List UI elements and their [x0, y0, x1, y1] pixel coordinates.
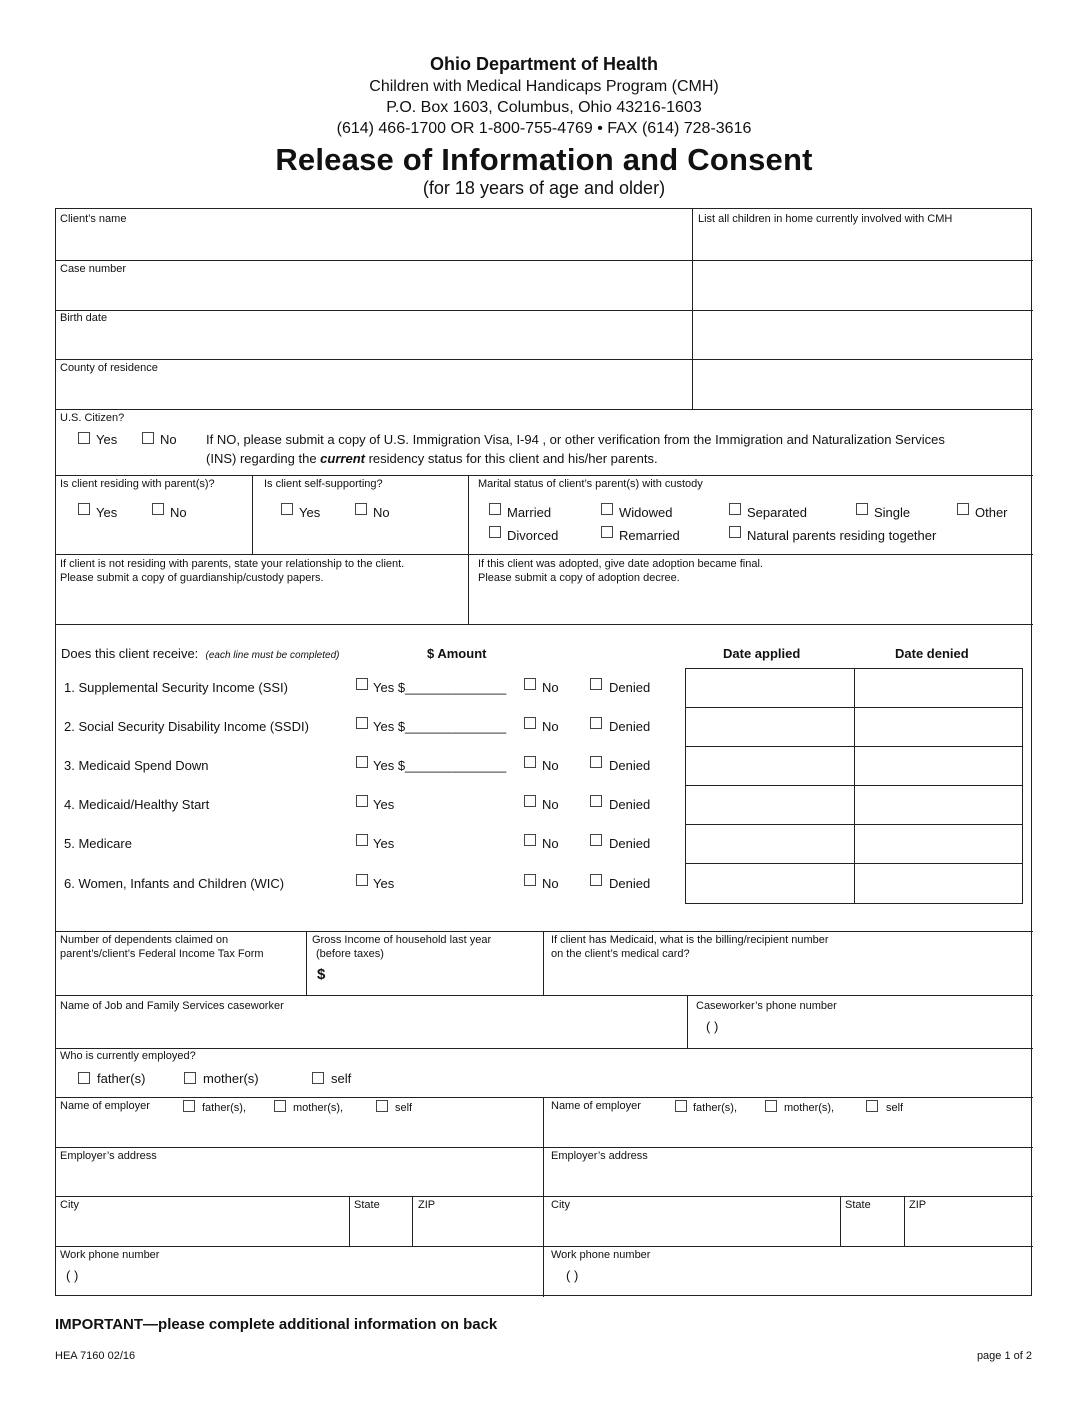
ssi-denied-label: Denied [609, 680, 651, 695]
residing-no-label: No [170, 505, 187, 520]
natural-parents-label: Natural parents residing together [747, 528, 937, 543]
healthy-start-no-label: No [542, 797, 559, 812]
healthy-start-no-checkbox[interactable] [524, 795, 536, 807]
residing-with-parents-label: Is client residing with parent(s)? [60, 478, 215, 490]
employer-left-father-checkbox[interactable] [183, 1100, 195, 1112]
wic-no-checkbox[interactable] [524, 874, 536, 886]
phone-numbers: (614) 466-1700 OR 1-800-755-4769 • FAX (614) 728-3616 [336, 120, 752, 137]
ssi-no-checkbox[interactable] [524, 678, 536, 690]
spend-down-yes-amount[interactable]: Yes $______________ [373, 758, 507, 773]
benefit-healthy-start-label: 4. Medicaid/Healthy Start [64, 797, 210, 812]
ssdi-denied-label: Denied [609, 719, 651, 734]
employed-father-label: father(s) [97, 1071, 146, 1086]
employer-right-mother-label: mother(s), [784, 1102, 835, 1114]
gross-income-dollar: $ [317, 966, 326, 983]
residing-yes-label: Yes [96, 505, 118, 520]
amount-header: $ Amount [427, 646, 487, 661]
citizen-no-checkbox[interactable] [142, 432, 154, 444]
employer-left-mother-label: mother(s), [293, 1102, 344, 1114]
employer-address-label-left: Employer’s address [60, 1150, 157, 1162]
employed-self-label: self [331, 1071, 352, 1086]
county-label: County of residence [60, 362, 158, 374]
married-label: Married [507, 505, 552, 520]
children-in-cmh-label: List all children in home currently involved with CMH [698, 213, 953, 225]
form-subtitle: (for 18 years of age and older) [422, 178, 666, 198]
form-id: HEA 7160 02/16 [55, 1350, 136, 1362]
who-employed-label: Who is currently employed? [60, 1050, 196, 1062]
healthy-start-yes-label: Yes [373, 797, 395, 812]
ssi-no-label: No [542, 680, 559, 695]
caseworker-phone-field[interactable]: ( ) [706, 1019, 719, 1034]
wic-no-label: No [542, 876, 559, 891]
us-citizen-label: U.S. Citizen? [60, 412, 125, 424]
medicare-no-checkbox[interactable] [524, 834, 536, 846]
benefit-ssdi-label: 2. Social Security Disability Income (SSDI) [64, 719, 309, 734]
ssdi-yes-amount[interactable]: Yes $______________ [373, 719, 507, 734]
zip-label-left: ZIP [418, 1199, 436, 1211]
separated-checkbox[interactable] [729, 503, 741, 515]
benefit-spend-down-label: 3. Medicaid Spend Down [64, 758, 209, 773]
wic-yes-checkbox[interactable] [356, 874, 368, 886]
citizen-yes-checkbox[interactable] [78, 432, 90, 444]
page-number: page 1 of 2 [976, 1350, 1032, 1362]
ssi-yes-checkbox[interactable] [356, 678, 368, 690]
work-phone-label-right: Work phone number [551, 1249, 651, 1261]
department-name: Ohio Department of Health [429, 54, 658, 74]
date-denied-header: Date denied [895, 646, 969, 661]
other-label: Other [975, 505, 1008, 520]
benefit-ssi-label: 1. Supplemental Security Income (SSI) [64, 680, 288, 695]
self-supporting-yes-checkbox[interactable] [281, 503, 293, 515]
self-supporting-no-checkbox[interactable] [355, 503, 367, 515]
spend-down-yes-checkbox[interactable] [356, 756, 368, 768]
employed-mother-label: mother(s) [203, 1071, 259, 1086]
employer-right-self-checkbox[interactable] [866, 1100, 878, 1112]
healthy-start-yes-checkbox[interactable] [356, 795, 368, 807]
employer-right-mother-checkbox[interactable] [765, 1100, 777, 1112]
spend-down-denied-checkbox[interactable] [590, 756, 602, 768]
widowed-checkbox[interactable] [601, 503, 613, 515]
widowed-label: Widowed [619, 505, 673, 520]
ssi-yes-amount[interactable]: Yes $______________ [373, 680, 507, 695]
employer-name-label-right: Name of employer [551, 1100, 641, 1112]
case-number-label: Case number [60, 263, 127, 275]
spend-down-no-label: No [542, 758, 559, 773]
employer-left-self-checkbox[interactable] [376, 1100, 388, 1112]
gross-income-note: (before taxes) [316, 948, 384, 960]
healthy-start-denied-checkbox[interactable] [590, 795, 602, 807]
wic-denied-checkbox[interactable] [590, 874, 602, 886]
state-label-left: State [354, 1199, 380, 1211]
work-phone-field-right[interactable]: ( ) [566, 1268, 579, 1283]
dates-grid [685, 668, 1023, 904]
date-applied-header: Date applied [723, 646, 801, 661]
benefit-wic-label: 6. Women, Infants and Children (WIC) [64, 876, 285, 891]
city-label-left: City [60, 1199, 79, 1211]
caseworker-phone-label: Caseworker’s phone number [696, 1000, 837, 1012]
caseworker-name-label: Name of Job and Family Services caseworker [60, 1000, 284, 1012]
important-notice: IMPORTANT—please complete additional information on back [55, 1316, 498, 1333]
guardianship-note: Please submit a copy of guardianship/custody papers. [60, 572, 324, 584]
marital-status-label: Marital status of client’s parent(s) with custody [478, 478, 703, 490]
employer-name-label-left: Name of employer [60, 1100, 150, 1112]
wic-yes-label: Yes [373, 876, 395, 891]
ssdi-denied-checkbox[interactable] [590, 717, 602, 729]
dependents-label-line2: parent’s/client’s Federal Income Tax Form [60, 948, 264, 960]
medicare-denied-checkbox[interactable] [590, 834, 602, 846]
ssdi-no-checkbox[interactable] [524, 717, 536, 729]
citizen-yes-label: Yes [96, 432, 118, 447]
gross-income-label: Gross Income of household last year [312, 934, 492, 946]
employer-left-mother-checkbox[interactable] [274, 1100, 286, 1112]
medicare-yes-label: Yes [373, 836, 395, 851]
client-name-label: Client’s name [60, 213, 127, 225]
medicare-yes-checkbox[interactable] [356, 834, 368, 846]
city-label-right: City [551, 1199, 570, 1211]
employed-self-checkbox[interactable] [312, 1072, 324, 1084]
citizen-no-label: No [160, 432, 177, 447]
relationship-label: If client is not residing with parents, state your relationship to the client. [60, 558, 405, 570]
employer-right-self-label: self [886, 1102, 904, 1114]
residing-yes-checkbox[interactable] [78, 503, 90, 515]
dependents-label-line1: Number of dependents claimed on [60, 934, 229, 946]
citizen-note-line1: If NO, please submit a copy of U.S. Immigration Visa, I-94 , or other verification from the Immigration and Naturalization Services [206, 432, 945, 447]
medicaid-number-label: If client has Medicaid, what is the billing/recipient number [551, 934, 829, 946]
benefit-medicare-label: 5. Medicare [64, 836, 132, 851]
healthy-start-denied-label: Denied [609, 797, 651, 812]
spend-down-no-checkbox[interactable] [524, 756, 536, 768]
employed-father-checkbox[interactable] [78, 1072, 90, 1084]
benefits-question: Does this client receive: (each line must be completed) [61, 646, 340, 661]
employer-left-father-label: father(s), [202, 1102, 247, 1114]
form-title: Release of Information and Consent [275, 142, 813, 177]
employer-left-self-label: self [395, 1102, 413, 1114]
mailing-address: P.O. Box 1603, Columbus, Ohio 43216-1603 [386, 99, 702, 116]
birth-date-label: Birth date [60, 312, 108, 324]
medicare-denied-label: Denied [609, 836, 651, 851]
single-checkbox[interactable] [856, 503, 868, 515]
ssdi-no-label: No [542, 719, 559, 734]
employer-address-label-right: Employer’s address [551, 1150, 648, 1162]
spend-down-denied-label: Denied [609, 758, 651, 773]
adoption-label: If this client was adopted, give date adoption became final. [478, 558, 763, 570]
ssi-denied-checkbox[interactable] [590, 678, 602, 690]
wic-denied-label: Denied [609, 876, 651, 891]
medicare-no-label: No [542, 836, 559, 851]
separated-label: Separated [747, 505, 807, 520]
employed-mother-checkbox[interactable] [184, 1072, 196, 1084]
married-checkbox[interactable] [489, 503, 501, 515]
self-supporting-yes-label: Yes [299, 505, 321, 520]
divorced-checkbox[interactable] [489, 526, 501, 538]
residing-no-checkbox[interactable] [152, 503, 164, 515]
work-phone-label-left: Work phone number [60, 1249, 160, 1261]
employer-right-father-label: father(s), [693, 1102, 738, 1114]
remarried-label: Remarried [619, 528, 680, 543]
citizen-note-line2: (INS) regarding the current residency status for this client and his/her parents. [206, 451, 658, 466]
form-body [55, 208, 1032, 1296]
natural-parents-checkbox[interactable] [729, 526, 741, 538]
remarried-checkbox[interactable] [601, 526, 613, 538]
ssdi-yes-checkbox[interactable] [356, 717, 368, 729]
divorced-label: Divorced [507, 528, 559, 543]
medicaid-card-label: on the client’s medical card? [551, 948, 690, 960]
zip-label-right: ZIP [909, 1199, 927, 1211]
single-label: Single [874, 505, 911, 520]
work-phone-field-left[interactable]: ( ) [66, 1268, 79, 1283]
employer-right-father-checkbox[interactable] [675, 1100, 687, 1112]
other-checkbox[interactable] [957, 503, 969, 515]
self-supporting-label: Is client self-supporting? [264, 478, 383, 490]
program-name: Children with Medical Handicaps Program (CMH) [369, 78, 719, 95]
adoption-note: Please submit a copy of adoption decree. [478, 572, 680, 584]
state-label-right: State [845, 1199, 871, 1211]
self-supporting-no-label: No [373, 505, 390, 520]
